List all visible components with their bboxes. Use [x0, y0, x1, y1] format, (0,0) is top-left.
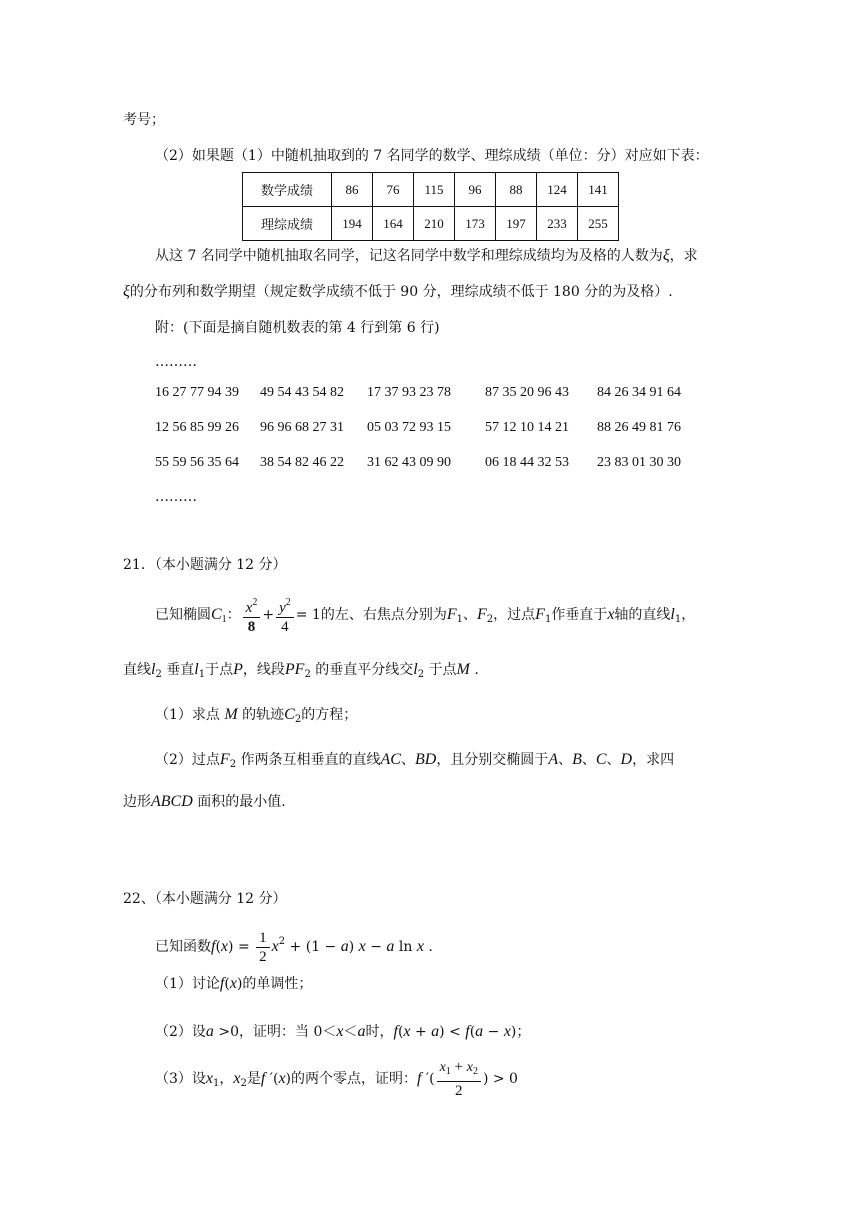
score-row-label: 数学成绩	[243, 173, 332, 207]
appendix-title: 附：(下面是摘自随机数表的第 4 行到第 6 行)	[155, 320, 440, 336]
random-number-group: 06 18 44 32 53	[485, 455, 569, 470]
top-fragment: 考号；	[123, 112, 165, 128]
score-cell: 96	[455, 173, 496, 207]
random-number-group: 49 54 43 54 82	[260, 385, 344, 400]
score-cell: 76	[373, 173, 414, 207]
random-number-group: 57 12 10 14 21	[485, 420, 569, 435]
q22-statement: 已知函数f(x) = $\frac{1}{2}$ $x^2 + (1 - a) x - a$ ln x .	[155, 929, 433, 965]
q22-header: 22、（本小题满分 12 分）	[123, 891, 287, 907]
score-cell: 194	[332, 207, 373, 241]
score-table-row	[243, 173, 619, 207]
random-number-group: 31 62 43 09 90	[367, 455, 451, 470]
score-cell: 88	[496, 173, 537, 207]
q20-text-line2: ξ的分布列和数学期望（规定数学成绩不低于 90 分，理综成绩不低于 180 分的为及格）.	[123, 283, 673, 300]
q21-part2-line1: （2）过点$F_2$ 作两条互相垂直的直线AC、BD，且分别交椭圆于A、B、C、D，求四	[155, 751, 675, 770]
score-cell: 233	[537, 207, 578, 241]
q22-part3: （3）设$x_1$，$x_2$是f ′(x)的两个零点，证明：f ′( $\frac{x_1 + x_2}{2}$ ) > 0	[155, 1059, 518, 1099]
score-cell: 141	[578, 173, 619, 207]
random-number-group: 12 56 85 99 26	[155, 420, 239, 435]
random-number-group: 96 96 68 27 31	[260, 420, 344, 435]
q21-part2-line2: 边形ABCD 面积的最小值.	[123, 793, 286, 810]
score-cell: 197	[496, 207, 537, 241]
score-cell: 255	[578, 207, 619, 241]
random-number-group: 16 27 77 94 39	[155, 385, 239, 400]
xi-symbol-2: ξ	[123, 283, 130, 300]
random-number-group: 05 03 72 93 15	[367, 420, 451, 435]
q21-part1: （1）求点 M 的轨迹$C_2$的方程；	[155, 706, 358, 725]
random-number-group: 84 26 34 91 64	[597, 385, 681, 400]
score-row-label: 理综成绩	[243, 207, 332, 241]
random-number-group: 88 26 49 81 76	[597, 420, 681, 435]
score-cell: 86	[332, 173, 373, 207]
q22-part1: （1）讨论f(x)的单调性；	[155, 975, 313, 992]
random-number-group: 17 37 93 23 78	[367, 385, 451, 400]
score-table	[242, 172, 619, 241]
q22-part2: （2）设a >0，证明：当 0＜x＜a时，f(x + a) < f(a − x)；	[155, 1023, 531, 1040]
random-number-group: 23 83 01 30 30	[597, 455, 681, 470]
q21-statement-line2: 直线$l_2$ 垂直$l_1$于点P，线段$PF_2$ 的垂直平分线交$l_2$ 于点M .	[123, 661, 479, 680]
xi-symbol: ξ	[662, 247, 670, 264]
score-cell: 173	[455, 207, 496, 241]
ellipsis-top: ………	[155, 354, 197, 370]
random-number-group: 87 35 20 96 43	[485, 385, 569, 400]
q20-part2-intro: （2）如果题（1）中随机抽取到的 7 名同学的数学、理综成绩（单位：分）对应如下表：	[155, 148, 709, 164]
q21-statement-line1: 已知椭圆$C_1$： $\frac{x^2}{8}$ + $\frac{y^2}{4}$ = 1的左、右焦点分别为$F_1$、$F_2$，过点$F_1$作垂直于x轴的直线$l_1$，	[155, 594, 695, 640]
score-cell: 210	[414, 207, 455, 241]
score-cell: 164	[373, 207, 414, 241]
random-number-group: 38 54 82 46 22	[260, 455, 344, 470]
ellipsis-bottom: ………	[155, 489, 197, 505]
score-table-row	[243, 207, 619, 241]
score-cell: 124	[537, 173, 578, 207]
q20-text-line1: 从这 7 名同学中随机抽取名同学，记这名同学中数学和理综成绩均为及格的人数为ξ，求	[155, 247, 698, 264]
q21-header: 21．（本小题满分 12 分）	[123, 557, 287, 573]
random-number-group: 55 59 56 35 64	[155, 455, 239, 470]
score-cell: 115	[414, 173, 455, 207]
